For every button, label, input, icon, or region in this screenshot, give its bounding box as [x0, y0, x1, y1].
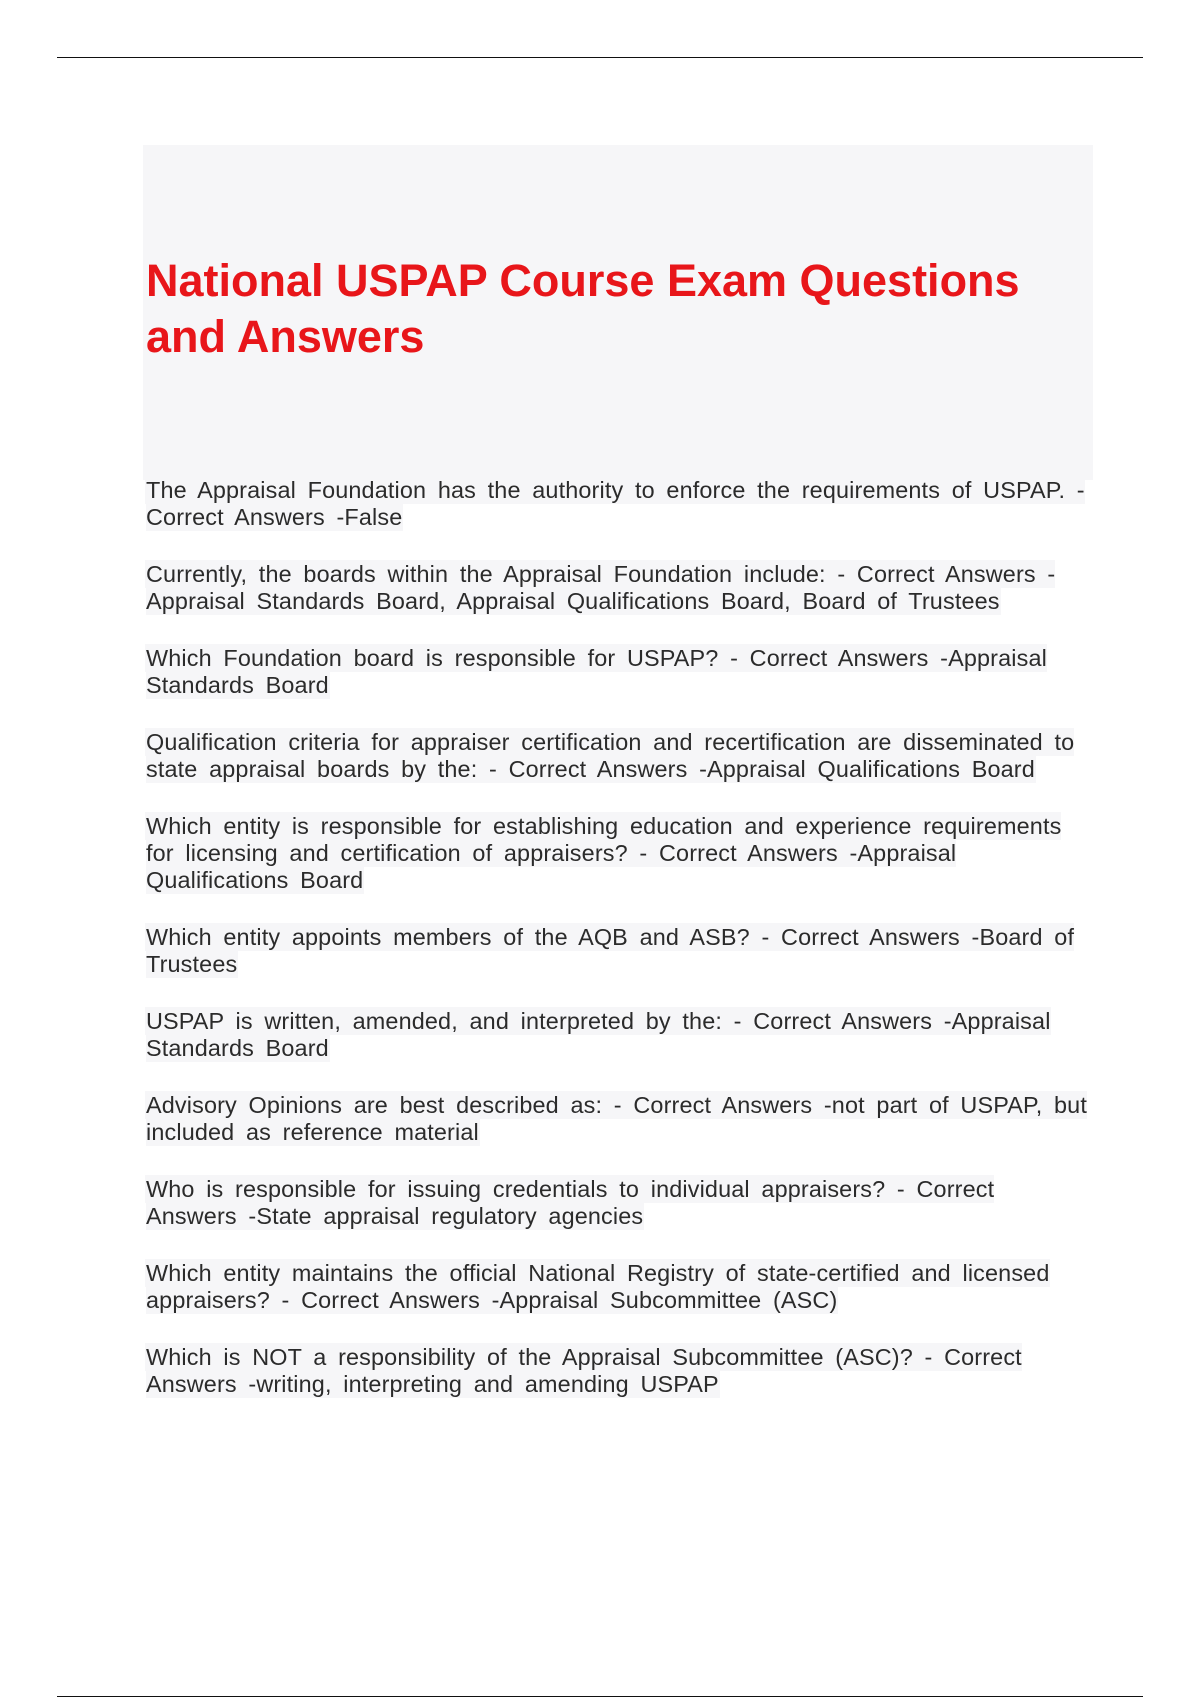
qa-item	[146, 1176, 1091, 1230]
qa-text: Which entity maintains the official National Registry of state-certified and licensed appraisers? - Correct Answers -Appraisal Subcommittee (ASC)	[146, 1260, 1050, 1313]
qa-text: Which entity appoints members of the AQB and ASB? - Correct Answers -Board of Trustees	[146, 924, 1075, 977]
qa-text: Currently, the boards within the Appraisal Foundation include: - Correct Answers -Appraisal Standards Board, Appraisal Qualifications Board, Board of Trustees	[146, 561, 1056, 614]
qa-item	[146, 645, 1091, 699]
document-title: National USPAP Course Exam Questions and Answers	[146, 255, 1020, 362]
qa-item	[146, 561, 1091, 615]
qa-item	[146, 924, 1091, 978]
qa-text: Which Foundation board is responsible for USPAP? - Correct Answers -Appraisal Standards Board	[146, 645, 1047, 698]
qa-item	[146, 1344, 1091, 1398]
qa-text: Who is responsible for issuing credentials to individual appraisers? - Correct Answers -State appraisal regulatory agencies	[146, 1176, 995, 1229]
qa-item	[146, 1260, 1091, 1314]
top-rule	[57, 57, 1143, 58]
qa-item	[146, 477, 1091, 531]
qa-item	[146, 1092, 1091, 1146]
qa-text: Which is NOT a responsibility of the Appraisal Subcommittee (ASC)? - Correct Answers -writing, interpreting and amending USPAP	[146, 1344, 1022, 1397]
qa-text: USPAP is written, amended, and interpreted by the: - Correct Answers -Appraisal Standards Board	[146, 1008, 1051, 1061]
qa-item	[146, 729, 1091, 783]
qa-list	[146, 477, 1091, 1428]
qa-text: Advisory Opinions are best described as: - Correct Answers -not part of USPAP, but included as reference material	[146, 1092, 1087, 1145]
title-block	[143, 145, 1093, 480]
qa-text: Qualification criteria for appraiser certification and recertification are disseminated to state appraisal boards by the: - Correct Answers -Appraisal Qualifications Board	[146, 729, 1075, 782]
bottom-rule	[57, 1696, 1143, 1697]
qa-text: Which entity is responsible for establishing education and experience requirements for licensing and certification of appraisers? - Correct Answers -Appraisal Qualifications Board	[146, 813, 1062, 893]
qa-text: The Appraisal Foundation has the authority to enforce the requirements of USPAP. - Correct Answers -False	[146, 477, 1085, 530]
qa-item	[146, 1008, 1091, 1062]
qa-item	[146, 813, 1091, 894]
